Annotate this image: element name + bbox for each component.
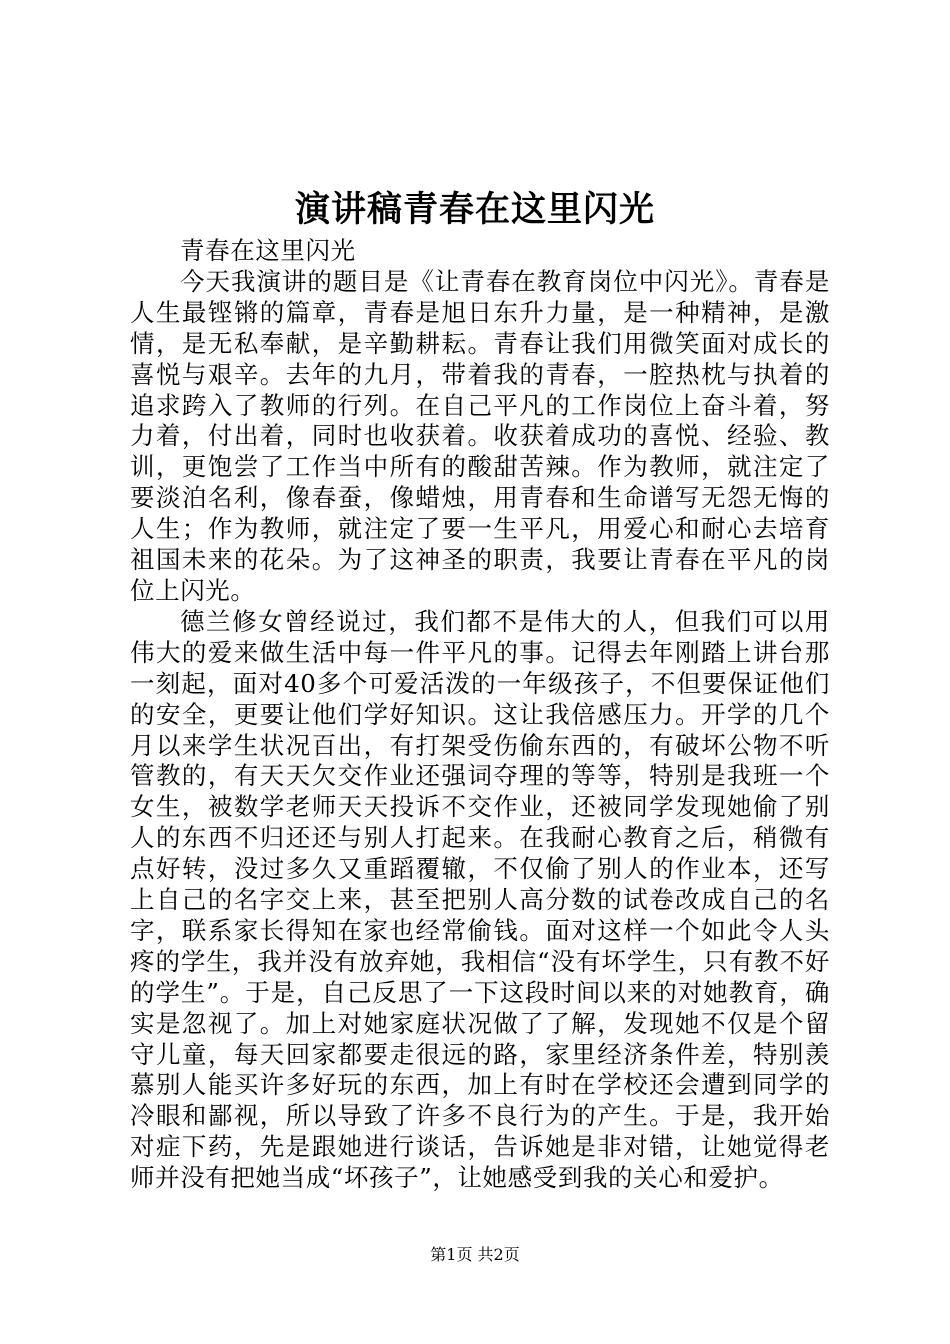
body-paragraph: 德兰修女曾经说过，我们都不是伟大的人，但我们可以用伟大的爱来做生活中每一件平凡的事。记得去年刚踏上讲台那一刻起，面对40多个可爱活泼的一年级孩子，不但要保证他们的安全，更要让他们学好知识。这让我倍感压力。开学的几个月以来学生状况百出，有打架受伤偷东西的，有破坏公物不听管教的，有天天欠交作业还强词夺理的等等，特别是我班一个女生，被数学老师天天投诉不交作业，还被同学发现她偷了别人的东西不归还还与别人打起来。在我耐心教育之后，稍微有点好转，没过多久又重蹈覆辙，不仅偷了别人的作业本，还写上自己的名字交上来，甚至把别人高分数的试卷改成自己的名字，联系家长得知在家也经常偷钱。面对这样一个如此令人头疼的学生，我并没有放弃她，我相信“没有坏学生，只有教不好的学生”。于是，自己反思了一下这段时间以来的对她教育，确实是忽视了。加上对她家庭状况做了了解，发现她不仅是个留守儿童，每天回家都要走很远的路，家里经济条件差，特别羡慕别人能买许多好玩的东西，加上有时在学校还会遭到同学的冷眼和鄙视，所以导致了许多不良行为的产生。于是，我开始对症下药，先是跟她进行谈话，告诉她是非对错，让她觉得老师并没有把她当成“坏孩子”，让她感受到我的关心和爱护。 <box>130 606 830 1193</box>
page-footer: 第1页 共2页 <box>430 1245 520 1264</box>
body-paragraph: 今天我演讲的题目是《让青春在教育岗位中闪光》。青春是人生最铿锵的篇章，青春是旭日东升力量，是一种精神，是激情，是无私奉献，是辛勤耕耘。青春让我们用微笑面对成长的喜悦与艰辛。去年的九月，带着我的青春，一腔热枕与执着的追求跨入了教师的行列。在自己平凡的工作岗位上奋斗着，努力着，付出着，同时也收获着。收获着成功的喜悦、经验、教训，更饱尝了工作当中所有的酸甜苦辣。作为教师，就注定了要淡泊名利，像春蚕，像蜡烛，用青春和生命谱写无怨无悔的人生；作为教师，就注定了要一生平凡，用爱心和耐心去培育祖国未来的花朵。为了这神圣的职责，我要让青春在平凡的岗位上闪光。 <box>130 266 830 605</box>
subtitle-paragraph: 青春在这里闪光 <box>180 236 356 265</box>
document-body <box>130 236 830 1194</box>
document-title: 演讲稿青春在这里闪光 <box>294 189 655 230</box>
